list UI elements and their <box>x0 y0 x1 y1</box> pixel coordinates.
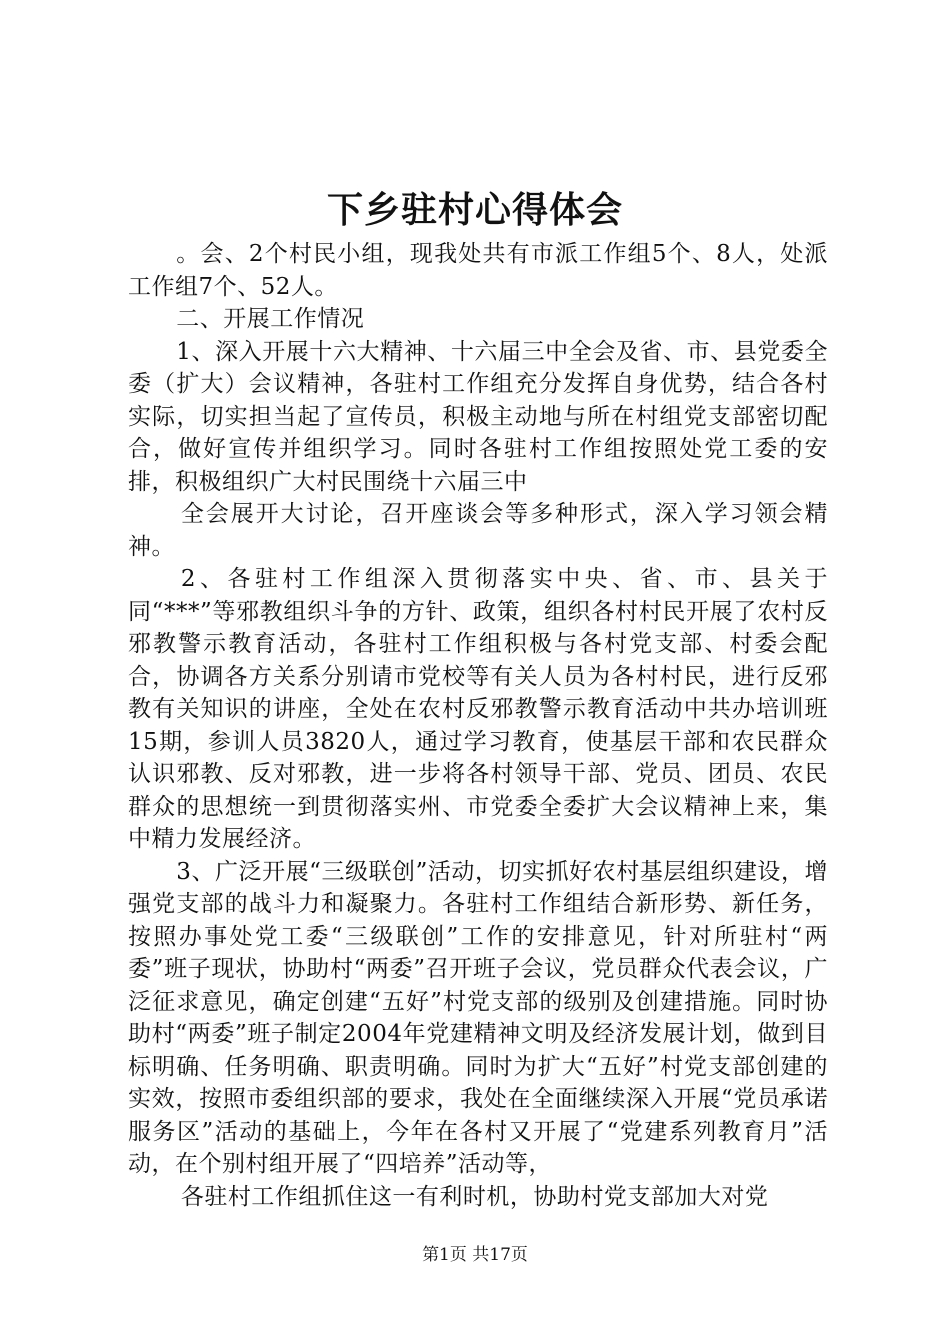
page-number-footer: 第1页 共17页 <box>422 1245 528 1265</box>
section-heading-work-status: 二、开展工作情况 <box>176 306 365 332</box>
paragraph-continuation: 各驻村工作组抓住这一有利时机，协助村党支部加大对党 <box>180 1183 769 1210</box>
document-body <box>128 238 828 1213</box>
document-title: 下乡驻村心得体会 <box>326 189 623 231</box>
paragraph-item-3: 3、广泛开展“三级联创”活动，切实抓好农村基层组织建设，增强党支部的战斗力和凝聚力。各驻村工作组结合新形势、新任务，按照办事处党工委“三级联创”工作的安排意见，针对所驻村“两委”班子现状，协助村“两委”召开班子会议，党员群众代表会议，广泛征求意见，确定创建“五好”村党支部的级别及创建措施。同时协助村“两委”班子制定2004年党建精神文明及经济发展计划，做到目标明确、任务明确、职责明确。同时为扩大“五好”村党支部创建的实效，按照市委组织部的要求，我处在全面继续深入开展“党员承诺服务区”活动的基础上，今年在各村又开展了“党建系列教育月”活动，在个别村组开展了“四培养”活动等， <box>128 858 828 1177</box>
paragraph-intro: 。会、2个村民小组，现我处共有市派工作组5个、8人，处派工作组7个、52人。 <box>128 241 828 300</box>
paragraph-item-1-continued: 全会展开大讨论，召开座谈会等多种形式，深入学习领会精神。 <box>128 501 828 560</box>
paragraph-item-1: 1、深入开展十六大精神、十六届三中全会及省、市、县党委全委（扩大）会议精神，各驻村工作组充分发挥自身优势，结合各村实际，切实担当起了宣传员，积极主动地与所在村组党支部密切配合，做好宣传并组织学习。同时各驻村工作组按照处党工委的安排，积极组织广大村民围绕十六届三中 <box>128 338 828 495</box>
paragraph-item-2: 2、各驻村工作组深入贯彻落实中央、省、市、县关于同“***”等邪教组织斗争的方针、政策，组织各村村民开展了农村反邪教警示教育活动，各驻村工作组积极与各村党支部、村委会配合，协调各方关系分别请市党校等有关人员为各村村民，进行反邪教有关知识的讲座，全处在农村反邪教警示教育活动中共办培训班15期，参训人员3820人，通过学习教育，使基层干部和农民群众认识邪教、反对邪教，进一步将各村领导干部、党员、团员、农民群众的思想统一到贯彻落实州、市党委全委扩大会议精神上来，集中精力发展经济。 <box>128 566 828 852</box>
